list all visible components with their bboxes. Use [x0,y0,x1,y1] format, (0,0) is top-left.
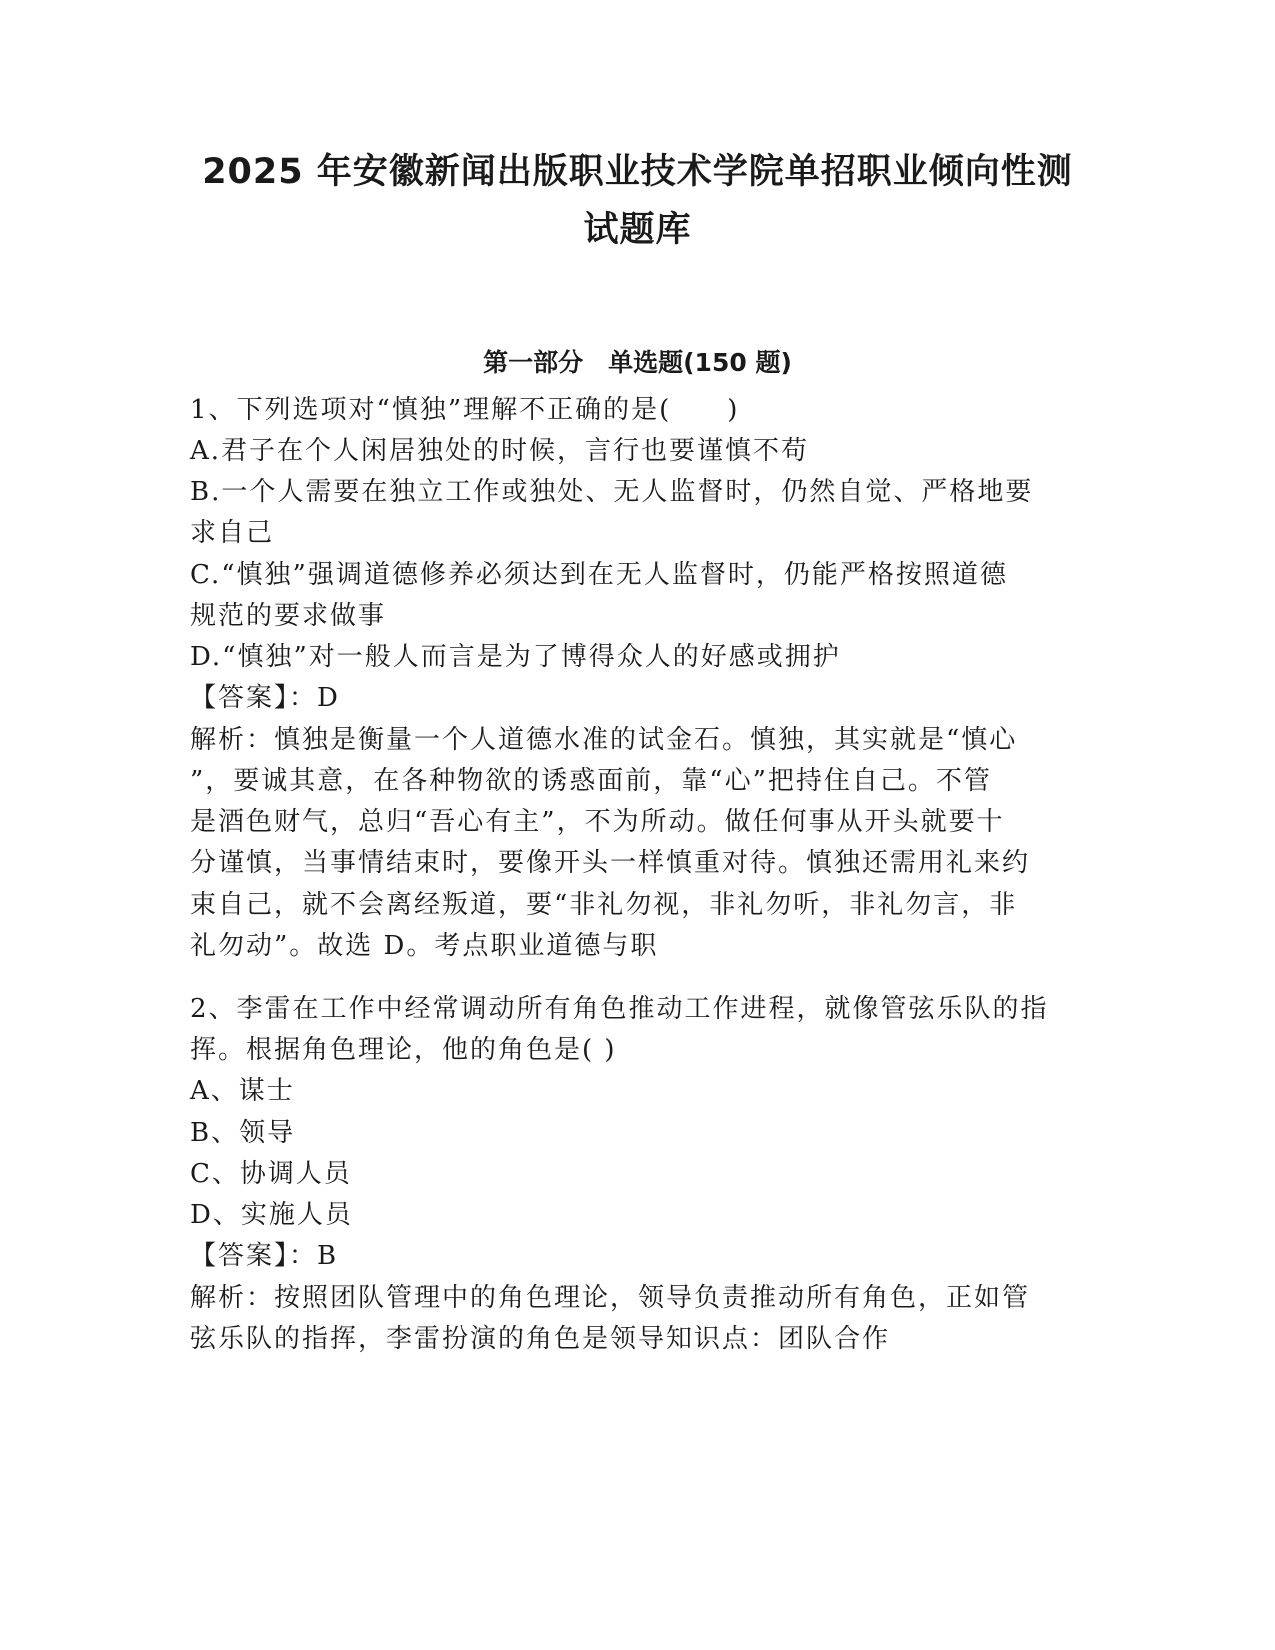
question-2-explanation-line-1: 解析：按照团队管理中的角色理论，领导负责推动所有角色，正如管 [190,1283,1031,1313]
question-2-stem-cont: 挥。根据角色理论，他的角色是( ) [190,1035,617,1065]
document-title-line-2: 试题库 [583,210,692,250]
question-1-answer: 【答案】：D [190,683,340,713]
question-1-explanation-line-6: 礼勿动”。故选 D。考点职业道德与职 [190,931,659,961]
section-heading: 第一部分 单选题(150 题) [483,348,792,377]
question-1-explanation-line-3: 是酒色财气，总归“吾心有主”，不为所动。做任何事从开头就要十 [190,807,1005,837]
document-title-line-1: 2025 年安徽新闻出版职业技术学院单招职业倾向性测 [202,152,1073,192]
question-1-option-c-cont: 规范的要求做事 [190,601,387,631]
question-2-stem: 2、李雷在工作中经常调动所有角色推动工作进程，就像管弦乐队的指 [190,994,1049,1024]
question-2-option-b: B、领导 [190,1118,296,1148]
question-1-option-d: D.“慎独”对一般人而言是为了博得众人的好感或拥护 [190,642,841,672]
question-1-option-c: C.“慎独”强调道德修养必须达到在无人监督时，仍能严格按照道德 [190,560,1008,590]
question-1-explanation-line-2: ”，要诚其意，在各种物欲的诱惑面前，靠“心”把持住自己。不管 [190,766,992,796]
question-1-explanation-line-1: 解析：慎独是衡量一个人道德水准的试金石。慎独，其实就是“慎心 [190,725,1018,755]
question-1-option-b-cont: 求自己 [190,518,275,548]
question-1-option-b: B.一个人需要在独立工作或独处、无人监督时，仍然自觉、严格地要 [190,477,1034,507]
question-2-option-c: C、协调人员 [190,1159,352,1189]
question-2-explanation-line-2: 弦乐队的指挥，李雷扮演的角色是领导知识点：团队合作 [190,1324,891,1354]
question-2-option-d: D、实施人员 [190,1200,353,1230]
question-1-option-a: A.君子在个人闲居独处的时候，言行也要谨慎不苟 [190,436,810,466]
question-1-stem: 1、下列选项对“慎独”理解不正确的是( ) [190,395,740,425]
question-2-option-a: A、谋士 [190,1076,295,1106]
question-1-explanation-line-4: 分谨慎，当事情结束时，要像开头一样慎重对待。慎独还需用礼来约 [190,848,1031,878]
question-2-answer: 【答案】：B [190,1241,339,1271]
question-1-explanation-line-5: 束自己，就不会离经叛道，要“非礼勿视，非礼勿听，非礼勿言，非 [190,890,1018,920]
